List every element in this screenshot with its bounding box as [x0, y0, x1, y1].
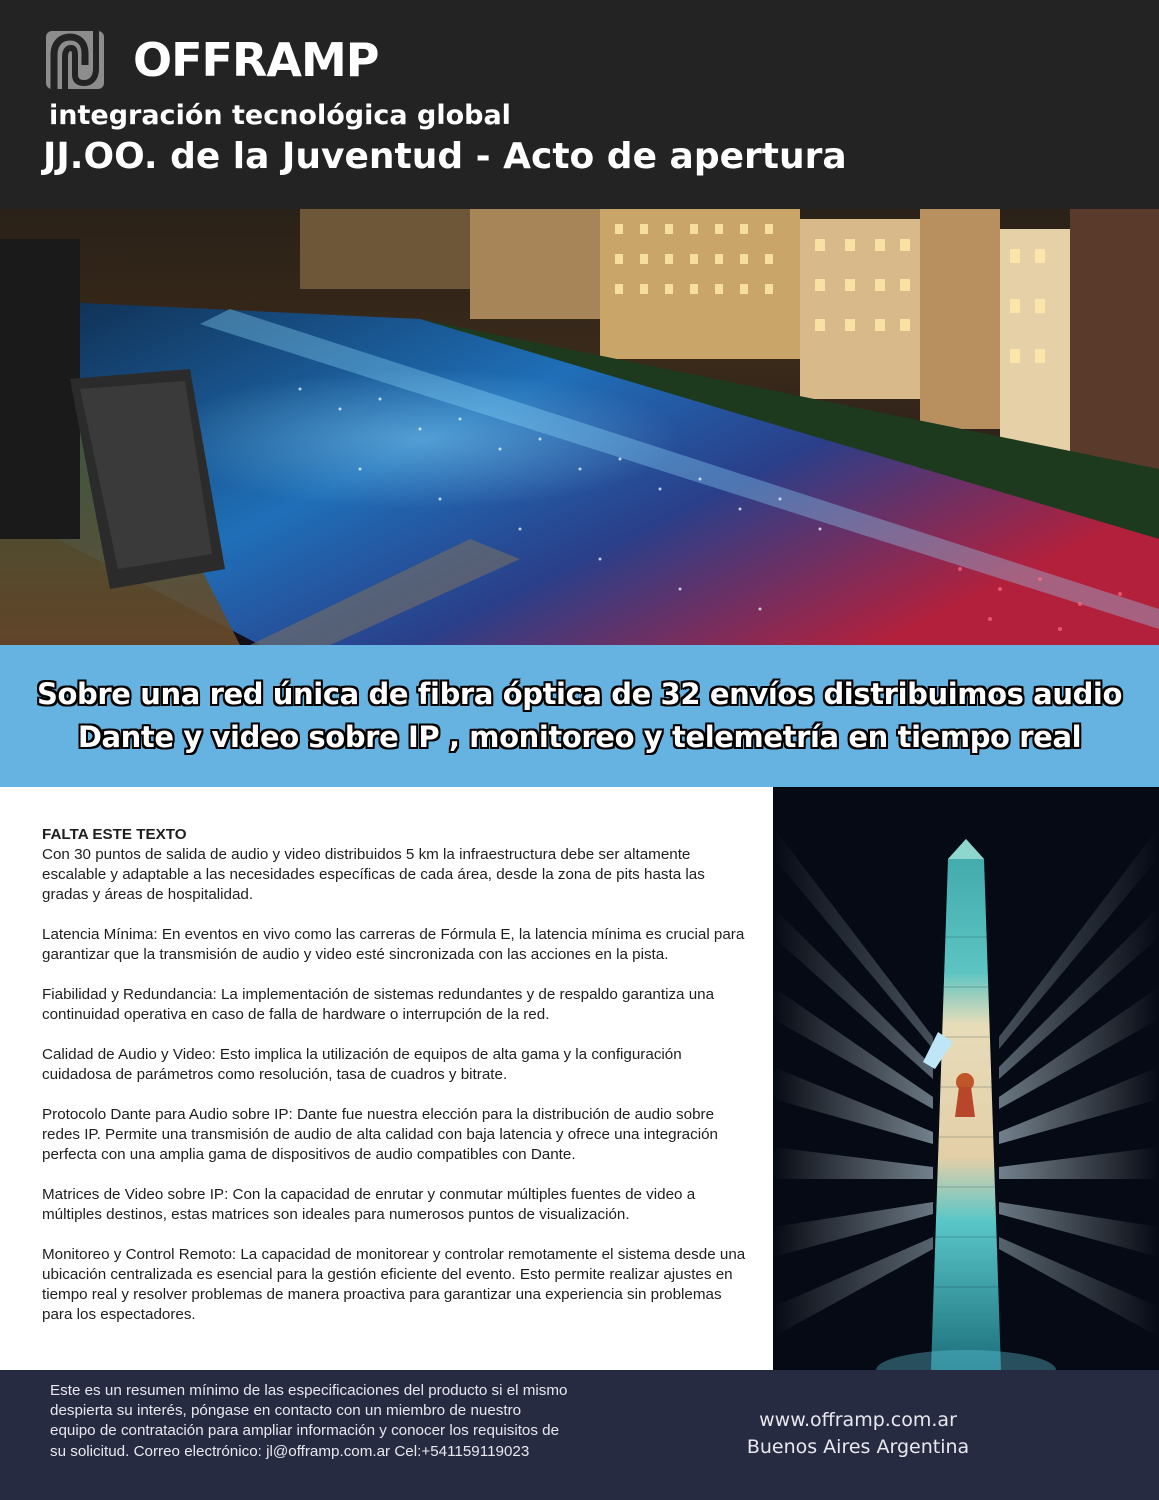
paragraph-video-matrix: Matrices de Video sobre IP: Con la capacidad de enrutar y conmutar múltiples fuentes de video a múltiples destinos, estas matrices son ideales para numerosos puntos de visualización. [42, 1186, 696, 1223]
headline-banner [0, 645, 1159, 787]
website-link[interactable]: www.offramp.com.ar [759, 1409, 957, 1431]
brand-name: OFFRAMP [133, 33, 379, 87]
paragraph-latency: Latencia Mínima: En eventos en vivo como las carreras de Fórmula E, la latencia mínima es crucial para garantizar que la transmisión de audio y video esté sincronizada con las acciones en la pista. [42, 926, 745, 963]
event-title: JJ.OO. de la Juventud - Acto de apertura [43, 136, 847, 177]
missing-text-label: FALTA ESTE TEXTO [42, 826, 187, 843]
paragraph-dante: Protocolo Dante para Audio sobre IP: Dante fue nuestra elección para la distribución de audio sobre redes IP. Permite una transmisión de audio de alta calidad con baja latencia y ofrece una integración perfecta con una amplia gama de dispositivos de audio compatibles con Dante. [42, 1106, 718, 1163]
location-text: Buenos Aires Argentina [746, 1436, 970, 1458]
banner-line-1: Sobre una red única de fibra óptica de 32 envíos distribuimos audio [36, 677, 1122, 711]
offramp-logo-icon [46, 31, 104, 89]
footer-contact-note: Este es un resumen mínimo de las especificaciones del producto si el mismo despierta su interés, póngase en contacto con un miembro de nuestro equipo de contratación para ampliar información y conocer los requisitos de su solicitud. Correo electrónico: jl@offramp.com.ar Cel:+541159119023 [50, 1382, 568, 1460]
paragraph-quality: Calidad de Audio y Video: Esto implica la utilización de equipos de alta gama y la configuración cuidadosa de parámetros como resolución, tasa de cuadros y bitrate. [42, 1046, 682, 1083]
header [0, 0, 1159, 209]
banner-line-2: Dante y video sobre IP , monitoreo y telemetría en tiempo real [77, 720, 1082, 754]
paragraph-reliability: Fiabilidad y Redundancia: La implementación de sistemas redundantes y de respaldo garantiza una continuidad operativa en caso de falla de hardware o interrupción de la red. [42, 986, 715, 1023]
tagline: integración tecnológica global [49, 100, 511, 131]
intro-paragraph: Con 30 puntos de salida de audio y video distribuidos 5 km la infraestructura debe ser altamente escalable y adaptable a las necesidades específicas de cada área, desde la zona de pits hasta las gradas y áreas de hospitalidad. [42, 846, 705, 903]
footer [0, 1370, 1159, 1500]
obelisk-projection-photo [773, 787, 1159, 1370]
paragraph-remote-monitoring: Monitoreo y Control Remoto: La capacidad de monitorear y controlar remotamente el sistema desde una ubicación centralizada es esencial para la gestión eficiente del evento. Esto permite realizar ajustes en tiempo real y resolver problemas de manera proactiva para garantizar una experiencia sin problemas para los espectadores. [42, 1246, 746, 1323]
aerial-night-crowd-photo [0, 209, 1159, 645]
banner-headline [0, 673, 1159, 759]
footer-contact-info [720, 1407, 996, 1461]
spec-text [42, 825, 747, 1345]
